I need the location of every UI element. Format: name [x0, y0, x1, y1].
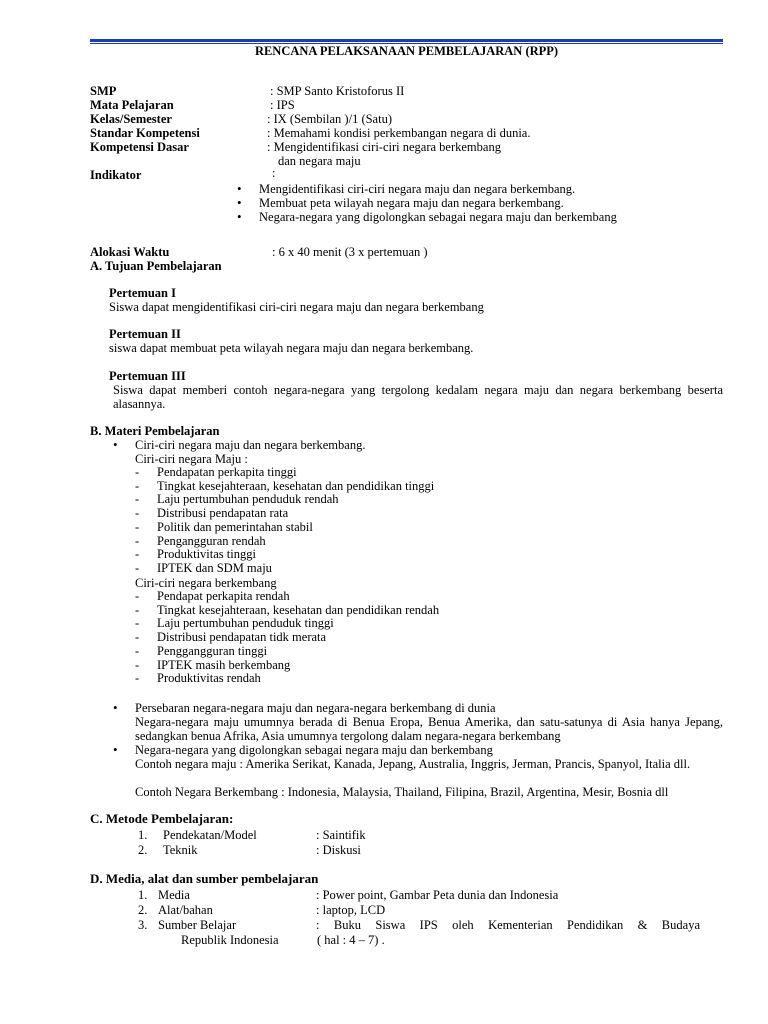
media-label-3-cont: Republik Indonesia — [181, 933, 279, 947]
section-a-heading: A. Tujuan Pembelajaran — [90, 259, 222, 273]
ciri-berkembang-list — [135, 590, 439, 686]
meeting-3-title: Pertemuan III — [109, 369, 186, 383]
list-item: - Penggangguran tinggi — [135, 645, 439, 659]
persebaran-text: Negara-negara maju umumnya berada di Benua Eropa, Benua Amerika, dan satu-satunya di Asia hanya Jepang, sedangkan benua Afrika, Asia umumnya tergolong dalam negara-negara berkembang — [135, 715, 723, 744]
indikator-item: • Negara-negara yang digolongkan sebagai negara maju dan berkembang — [259, 210, 617, 224]
media-value-3: : Buku Siswa IPS oleh Kementerian Pendidikan & Budaya — [316, 918, 700, 932]
materi-bullet-persebaran: • Persebaran negara-negara maju dan negara-negara berkembang di dunia — [135, 701, 496, 715]
value-mata-pelajaran: : IPS — [270, 98, 295, 112]
label-standar-kompetensi: Standar Kompetensi — [90, 126, 200, 140]
section-c-heading: C. Metode Pembelajaran: — [90, 811, 234, 826]
media-num-1: 1. — [138, 888, 148, 902]
label-smp: SMP — [90, 84, 117, 98]
metode-value-1: : Saintifik — [316, 828, 366, 842]
label-kelas-semester: Kelas/Semester — [90, 112, 172, 126]
value-alokasi-waktu: : 6 x 40 menit (3 x pertemuan ) — [272, 245, 428, 259]
value-kelas-semester: : IX (Sembilan )/1 (Satu) — [267, 112, 392, 126]
list-item: - Distribusi pendapatan rata — [135, 507, 434, 521]
ciri-maju-title: Ciri-ciri negara Maju : — [135, 452, 248, 466]
header-rule-thick — [90, 39, 723, 42]
meeting-2-title: Pertemuan II — [109, 327, 181, 341]
indikator-item: • Membuat peta wilayah negara maju dan negara berkembang. — [259, 196, 564, 210]
metode-label-1: Pendekatan/Model — [163, 828, 257, 842]
list-item: - Laju pertumbuhan penduduk tinggi — [135, 617, 439, 631]
contoh-maju-text: Contoh negara maju : Amerika Serikat, Kanada, Jepang, Australia, Inggris, Jerman, Prancis, Spanyol, Italia dll. — [135, 757, 691, 771]
document-title: RENCANA PELAKSANAAN PEMBELAJARAN (RPP) — [254, 44, 559, 58]
value-indikator-sep: : — [272, 166, 276, 180]
media-label-3: Sumber Belajar — [158, 918, 237, 932]
media-label-1: Media — [158, 888, 190, 902]
section-d-heading: D. Media, alat dan sumber pembelajaran — [90, 871, 319, 886]
value-standar-kompetensi: : Memahami kondisi perkembangan negara di dunia. — [267, 126, 531, 140]
list-item: - Distribusi pendapatan tidk merata — [135, 631, 439, 645]
materi-bullet-ciri: • Ciri-ciri negara maju dan negara berkembang. — [135, 438, 365, 452]
list-item: - Pengangguran rendah — [135, 535, 434, 549]
value-smp: : SMP Santo Kristoforus II — [270, 84, 405, 98]
metode-label-2: Teknik — [163, 843, 198, 857]
value-kompetensi-dasar-cont: dan negara maju — [278, 154, 361, 168]
value-kompetensi-dasar: : Mengidentifikasi ciri-ciri negara berkembang — [267, 140, 501, 154]
list-item: - Pendapat perkapita rendah — [135, 590, 439, 604]
ciri-berkembang-title: Ciri-ciri negara berkembang — [135, 576, 277, 590]
meeting-3-text: Siswa dapat memberi contoh negara-negara yang tergolong kedalam negara maju dan negara berkembang beserta alasannya. — [113, 383, 723, 412]
label-indikator: Indikator — [90, 168, 142, 182]
list-item: - Produktivitas tinggi — [135, 548, 434, 562]
meeting-1-title: Pertemuan I — [109, 286, 176, 300]
list-item: - IPTEK dan SDM maju — [135, 562, 434, 576]
label-alokasi-waktu: Alokasi Waktu — [90, 245, 170, 259]
meeting-1-text: Siswa dapat mengidentifikasi ciri-ciri negara maju dan negara berkembang — [109, 300, 484, 314]
media-value-3-cont: ( hal : 4 – 7) . — [317, 933, 385, 947]
ciri-maju-list — [135, 466, 434, 576]
list-item: - Tingkat kesejahteraan, kesehatan dan pendidikan rendah — [135, 604, 439, 618]
list-item: - Pendapatan perkapita tinggi — [135, 466, 434, 480]
label-mata-pelajaran: Mata Pelajaran — [90, 98, 174, 112]
metode-num-2: 2. — [138, 843, 148, 857]
media-value-2: : laptop, LCD — [316, 903, 386, 917]
list-item: - Tingkat kesejahteraan, kesehatan dan pendidikan tinggi — [135, 480, 434, 494]
list-item: - Produktivitas rendah — [135, 672, 439, 686]
list-item: - IPTEK masih berkembang — [135, 659, 439, 673]
metode-value-2: : Diskusi — [316, 843, 361, 857]
media-num-3: 3. — [138, 918, 148, 932]
label-kompetensi-dasar: Kompetensi Dasar — [90, 140, 189, 154]
indikator-item: • Mengidentifikasi ciri-ciri negara maju dan negara berkembang. — [259, 182, 575, 196]
list-item: - Laju pertumbuhan penduduk rendah — [135, 493, 434, 507]
media-label-2: Alat/bahan — [158, 903, 213, 917]
section-b-heading: B. Materi Pembelajaran — [90, 424, 220, 438]
media-num-2: 2. — [138, 903, 148, 917]
materi-bullet-golongan: • Negara-negara yang digolongkan sebagai negara maju dan berkembang — [135, 743, 493, 757]
media-value-1: : Power point, Gambar Peta dunia dan Indonesia — [316, 888, 559, 902]
meeting-2-text: siswa dapat membuat peta wilayah negara maju dan negara berkembang. — [109, 341, 474, 355]
contoh-berkembang-text: Contoh Negara Berkembang : Indonesia, Malaysia, Thailand, Filipina, Brazil, Argentina, Mesir, Bosnia dll — [135, 785, 669, 799]
list-item: - Politik dan pemerintahan stabil — [135, 521, 434, 535]
metode-num-1: 1. — [138, 828, 148, 842]
